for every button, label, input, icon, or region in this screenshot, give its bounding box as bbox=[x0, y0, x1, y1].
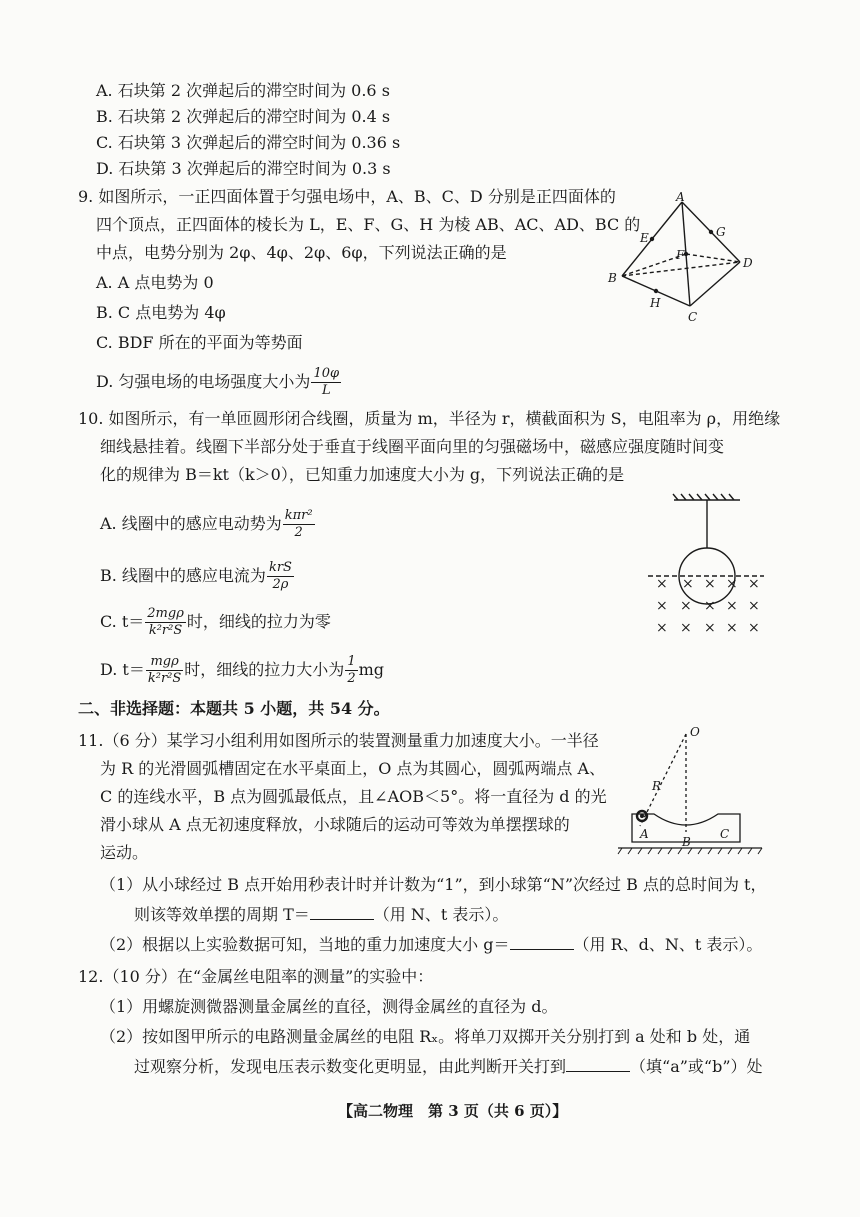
arc-groove-figure bbox=[612, 724, 772, 856]
svg-text:×: × bbox=[656, 576, 668, 592]
q12-sub2-line-2: 过观察分析，发现电压表示数变化更明显，由此判断开关打到 （填“a”或“b”）处 bbox=[134, 1057, 763, 1076]
svg-text:×: × bbox=[726, 598, 738, 614]
label-f: F bbox=[676, 248, 685, 262]
q11-stem-line-1: 11.（6 分）某学习小组利用如图所示的装置测量重力加速度大小。一半径 bbox=[78, 731, 599, 750]
answer-blank-period[interactable] bbox=[310, 905, 374, 920]
q9-stem-line-2: 四个顶点，正四面体的棱长为 L，E、F、G、H 为棱 AB、AC、AD、BC 的 bbox=[96, 215, 641, 234]
q11-stem-line-2: 为 R 的光滑圆弧槽固定在水平桌面上，O 点为其圆心，圆弧两端点 A、 bbox=[100, 759, 606, 778]
tetrahedron-figure bbox=[600, 190, 770, 330]
label-g: G bbox=[716, 225, 726, 239]
svg-text:×: × bbox=[682, 576, 694, 592]
svg-text:×: × bbox=[748, 620, 760, 636]
magnetic-field-marks bbox=[656, 576, 760, 636]
q10-stem-line-3: 化的规律为 B＝kt（k＞0），已知重力加速度大小为 g，下列说法正确的是 bbox=[100, 465, 625, 484]
svg-text:×: × bbox=[680, 620, 692, 636]
label-c: C bbox=[720, 827, 730, 841]
svg-text:×: × bbox=[748, 576, 760, 592]
q9-stem-line-3: 中点，电势分别为 2φ、4φ、2φ、6φ，下列说法正确的是 bbox=[96, 243, 507, 262]
label-c: C bbox=[688, 310, 698, 324]
q10-option-d: D. t＝ $\frac{\text{mgρ}}{\text{k²r²S}}$ 时，细线的拉力大小为 $\frac{1}{2}$ mg bbox=[100, 654, 385, 686]
q12-sub1: （1）用螺旋测微器测量金属丝的直径，测得金属丝的直径为 d。 bbox=[100, 997, 558, 1016]
svg-text:×: × bbox=[748, 598, 760, 614]
svg-text:×: × bbox=[726, 576, 738, 592]
q8-option-c: C. 石块第 3 次弹起后的滞空时间为 0.36 s bbox=[96, 133, 401, 152]
q11-stem-line-4: 滑小球从 A 点无初速度释放，小球随后的运动可等效为单摆摆球的 bbox=[100, 815, 570, 834]
answer-blank-switch[interactable] bbox=[566, 1057, 630, 1072]
q10-stem-line-2: 细线悬挂着。线圈下半部分处于垂直于线圈平面向里的匀强磁场中，磁感应强度随时间变 bbox=[100, 437, 725, 456]
svg-text:×: × bbox=[656, 620, 668, 636]
q9-optd-fraction: $\frac{10\varphi}{L}$ bbox=[313, 366, 340, 398]
q9-option-c: C. BDF 所在的平面为等势面 bbox=[96, 333, 303, 352]
svg-text:×: × bbox=[656, 598, 668, 614]
q10-option-b: B. 线圈中的感应电流为 $\frac{\text{krS}}{2\rho}$ bbox=[100, 560, 292, 592]
page-footer: 【高二物理 第 3 页（共 6 页）】 bbox=[338, 1102, 568, 1120]
q8-option-d: D. 石块第 3 次弹起后的滞空时间为 0.3 s bbox=[96, 159, 391, 178]
q12-sub2-line-1: （2）按如图甲所示的电路测量金属丝的电阻 Rₓ。将单刀双掷开关分别打到 a 处和 b 处，通 bbox=[100, 1027, 751, 1046]
svg-text:×: × bbox=[704, 576, 716, 592]
label-a: A bbox=[640, 827, 649, 841]
label-b: B bbox=[608, 271, 617, 285]
answer-blank-gravity[interactable] bbox=[510, 935, 574, 950]
q10-option-a: A. 线圈中的感应电动势为 $\frac{\text{kπr²}}{2}$ bbox=[100, 508, 313, 540]
section-2-title: 二、非选择题：本题共 5 小题，共 54 分。 bbox=[78, 699, 390, 718]
label-h: H bbox=[650, 296, 661, 310]
svg-text:×: × bbox=[704, 598, 716, 614]
label-a: A bbox=[676, 190, 685, 204]
q11-stem-line-3: C 的连线水平，B 点为圆弧最低点，且∠AOB＜5°。将一直径为 d 的光 bbox=[100, 787, 607, 806]
q12-title: 12.（10 分）在“金属丝电阻率的测量”的实验中： bbox=[78, 967, 434, 986]
label-r: R bbox=[652, 779, 662, 793]
q10-option-c: C. t＝ $\frac{\text{2mgρ}}{\text{k²r²S}}$ 时，细线的拉力为零 bbox=[100, 606, 331, 638]
svg-text:×: × bbox=[680, 598, 692, 614]
q10-stem-line-1: 10. 如图所示，有一单匝圆形闭合线圈，质量为 m，半径为 r，横截面积为 S，电阻率为 ρ，用绝缘 bbox=[78, 409, 781, 428]
q11-sub2: （2）根据以上实验数据可知，当地的重力加速度大小 g＝ （用 R、d、N、t 表示）。 bbox=[100, 935, 763, 954]
q8-option-b: B. 石块第 2 次弹起后的滞空时间为 0.4 s bbox=[96, 107, 391, 126]
q11-sub1-line-2: 则该等效单摆的周期 T＝ （用 N、t 表示）。 bbox=[134, 905, 509, 924]
label-b: B bbox=[682, 835, 691, 849]
q9-option-d: D. 匀强电场的电场强度大小为 $\frac{10\varphi}{L}$ bbox=[96, 366, 340, 398]
q9-stem-line-1: 9. 如图所示，一正四面体置于匀强电场中，A、B、C、D 分别是正四面体的 bbox=[78, 187, 616, 206]
coil-figure bbox=[640, 490, 780, 640]
q9-option-b: B. C 点电势为 4φ bbox=[96, 303, 226, 322]
q9-option-a: A. A 点电势为 0 bbox=[96, 273, 214, 292]
label-o: O bbox=[690, 725, 700, 739]
svg-text:×: × bbox=[726, 620, 738, 636]
q11-stem-line-5: 运动。 bbox=[100, 843, 149, 862]
label-d: D bbox=[743, 256, 753, 270]
q11-sub1-line-1: （1）从小球经过 B 点开始用秒表计时并计数为“1”，到小球第“N”次经过 B 点的总时间为 t， bbox=[100, 875, 767, 894]
q8-option-a: A. 石块第 2 次弹起后的滞空时间为 0.6 s bbox=[96, 81, 390, 100]
svg-text:×: × bbox=[704, 620, 716, 636]
label-e: E bbox=[640, 231, 649, 245]
